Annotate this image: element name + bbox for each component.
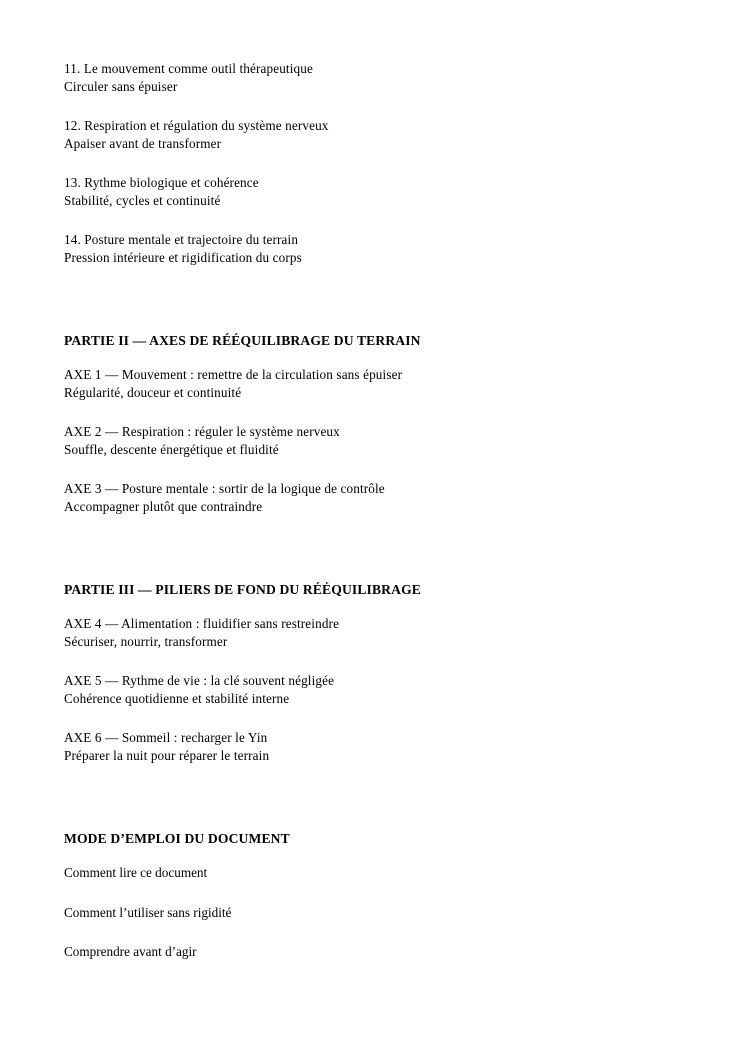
- toc-entry-title: AXE 5 — Rythme de vie : la clé souvent négligée: [64, 673, 335, 688]
- toc-entry-subtitle: Pression intérieure et rigidification du corps: [64, 249, 302, 265]
- usage-item: Comment lire ce document: [64, 865, 208, 880]
- toc-entry-title: AXE 2 — Respiration : réguler le système nerveux: [64, 424, 340, 439]
- toc-entry: [64, 231, 672, 266]
- toc-entry-title: AXE 1 — Mouvement : remettre de la circulation sans épuiser: [64, 367, 403, 382]
- toc-section-part2: [64, 332, 672, 515]
- toc-entry-title: 14. Posture mentale et trajectoire du terrain: [64, 232, 299, 247]
- toc-entry-title: AXE 3 — Posture mentale : sortir de la logique de contrôle: [64, 481, 385, 496]
- toc-entry-subtitle: Apaiser avant de transformer: [64, 135, 222, 151]
- toc-entry-title: AXE 4 — Alimentation : fluidifier sans restreindre: [64, 616, 340, 631]
- heading-spacer: [64, 350, 672, 366]
- toc-entry: [64, 423, 672, 458]
- toc-entry-subtitle: Cohérence quotidienne et stabilité interne: [64, 690, 290, 706]
- document-content: [64, 60, 672, 961]
- toc-entry-subtitle: Stabilité, cycles et continuité: [64, 192, 221, 208]
- toc-entry-subtitle: Régularité, douceur et continuité: [64, 384, 242, 400]
- toc-entry: [64, 60, 672, 95]
- usage-item: Comment l’utiliser sans rigidité: [64, 904, 232, 920]
- toc-entry: [64, 366, 672, 401]
- toc-entry-subtitle: Sécuriser, nourrir, transformer: [64, 633, 228, 649]
- toc-section-usage: [64, 830, 672, 961]
- section-heading-part3: PARTIE III — PILIERS DE FOND DU RÉÉQUILIBRAGE: [64, 582, 422, 597]
- section-spacer: [64, 288, 672, 332]
- toc-entry-title: 13. Rythme biologique et cohérence: [64, 175, 259, 190]
- toc-entry-subtitle: Accompagner plutôt que contraindre: [64, 498, 263, 514]
- toc-entry-subtitle: Souffle, descente énergétique et fluidité: [64, 441, 279, 457]
- section-spacer: [64, 537, 672, 581]
- toc-entry-subtitle: Circuler sans épuiser: [64, 78, 178, 94]
- toc-entry: [64, 672, 672, 707]
- toc-entry: [64, 615, 672, 650]
- toc-entry: [64, 174, 672, 209]
- toc-entry-subtitle: Préparer la nuit pour réparer le terrain: [64, 747, 270, 763]
- toc-entry: [64, 729, 672, 764]
- toc-entry: [64, 117, 672, 152]
- toc-entry-title: 11. Le mouvement comme outil thérapeutique: [64, 61, 313, 76]
- toc-section-part1-continued: [64, 60, 672, 266]
- toc-entry: [64, 480, 672, 515]
- section-heading-usage: MODE D’EMPLOI DU DOCUMENT: [64, 831, 290, 846]
- toc-entry-title: AXE 6 — Sommeil : recharger le Yin: [64, 730, 268, 745]
- toc-entry-title: 12. Respiration et régulation du système nerveux: [64, 118, 329, 133]
- section-spacer: [64, 786, 672, 830]
- heading-spacer: [64, 599, 672, 615]
- toc-section-part3: [64, 581, 672, 764]
- heading-spacer: [64, 848, 672, 864]
- section-heading-part2: PARTIE II — AXES DE RÉÉQUILIBRAGE DU TERRAIN: [64, 333, 421, 348]
- usage-item: Comprendre avant d’agir: [64, 944, 197, 959]
